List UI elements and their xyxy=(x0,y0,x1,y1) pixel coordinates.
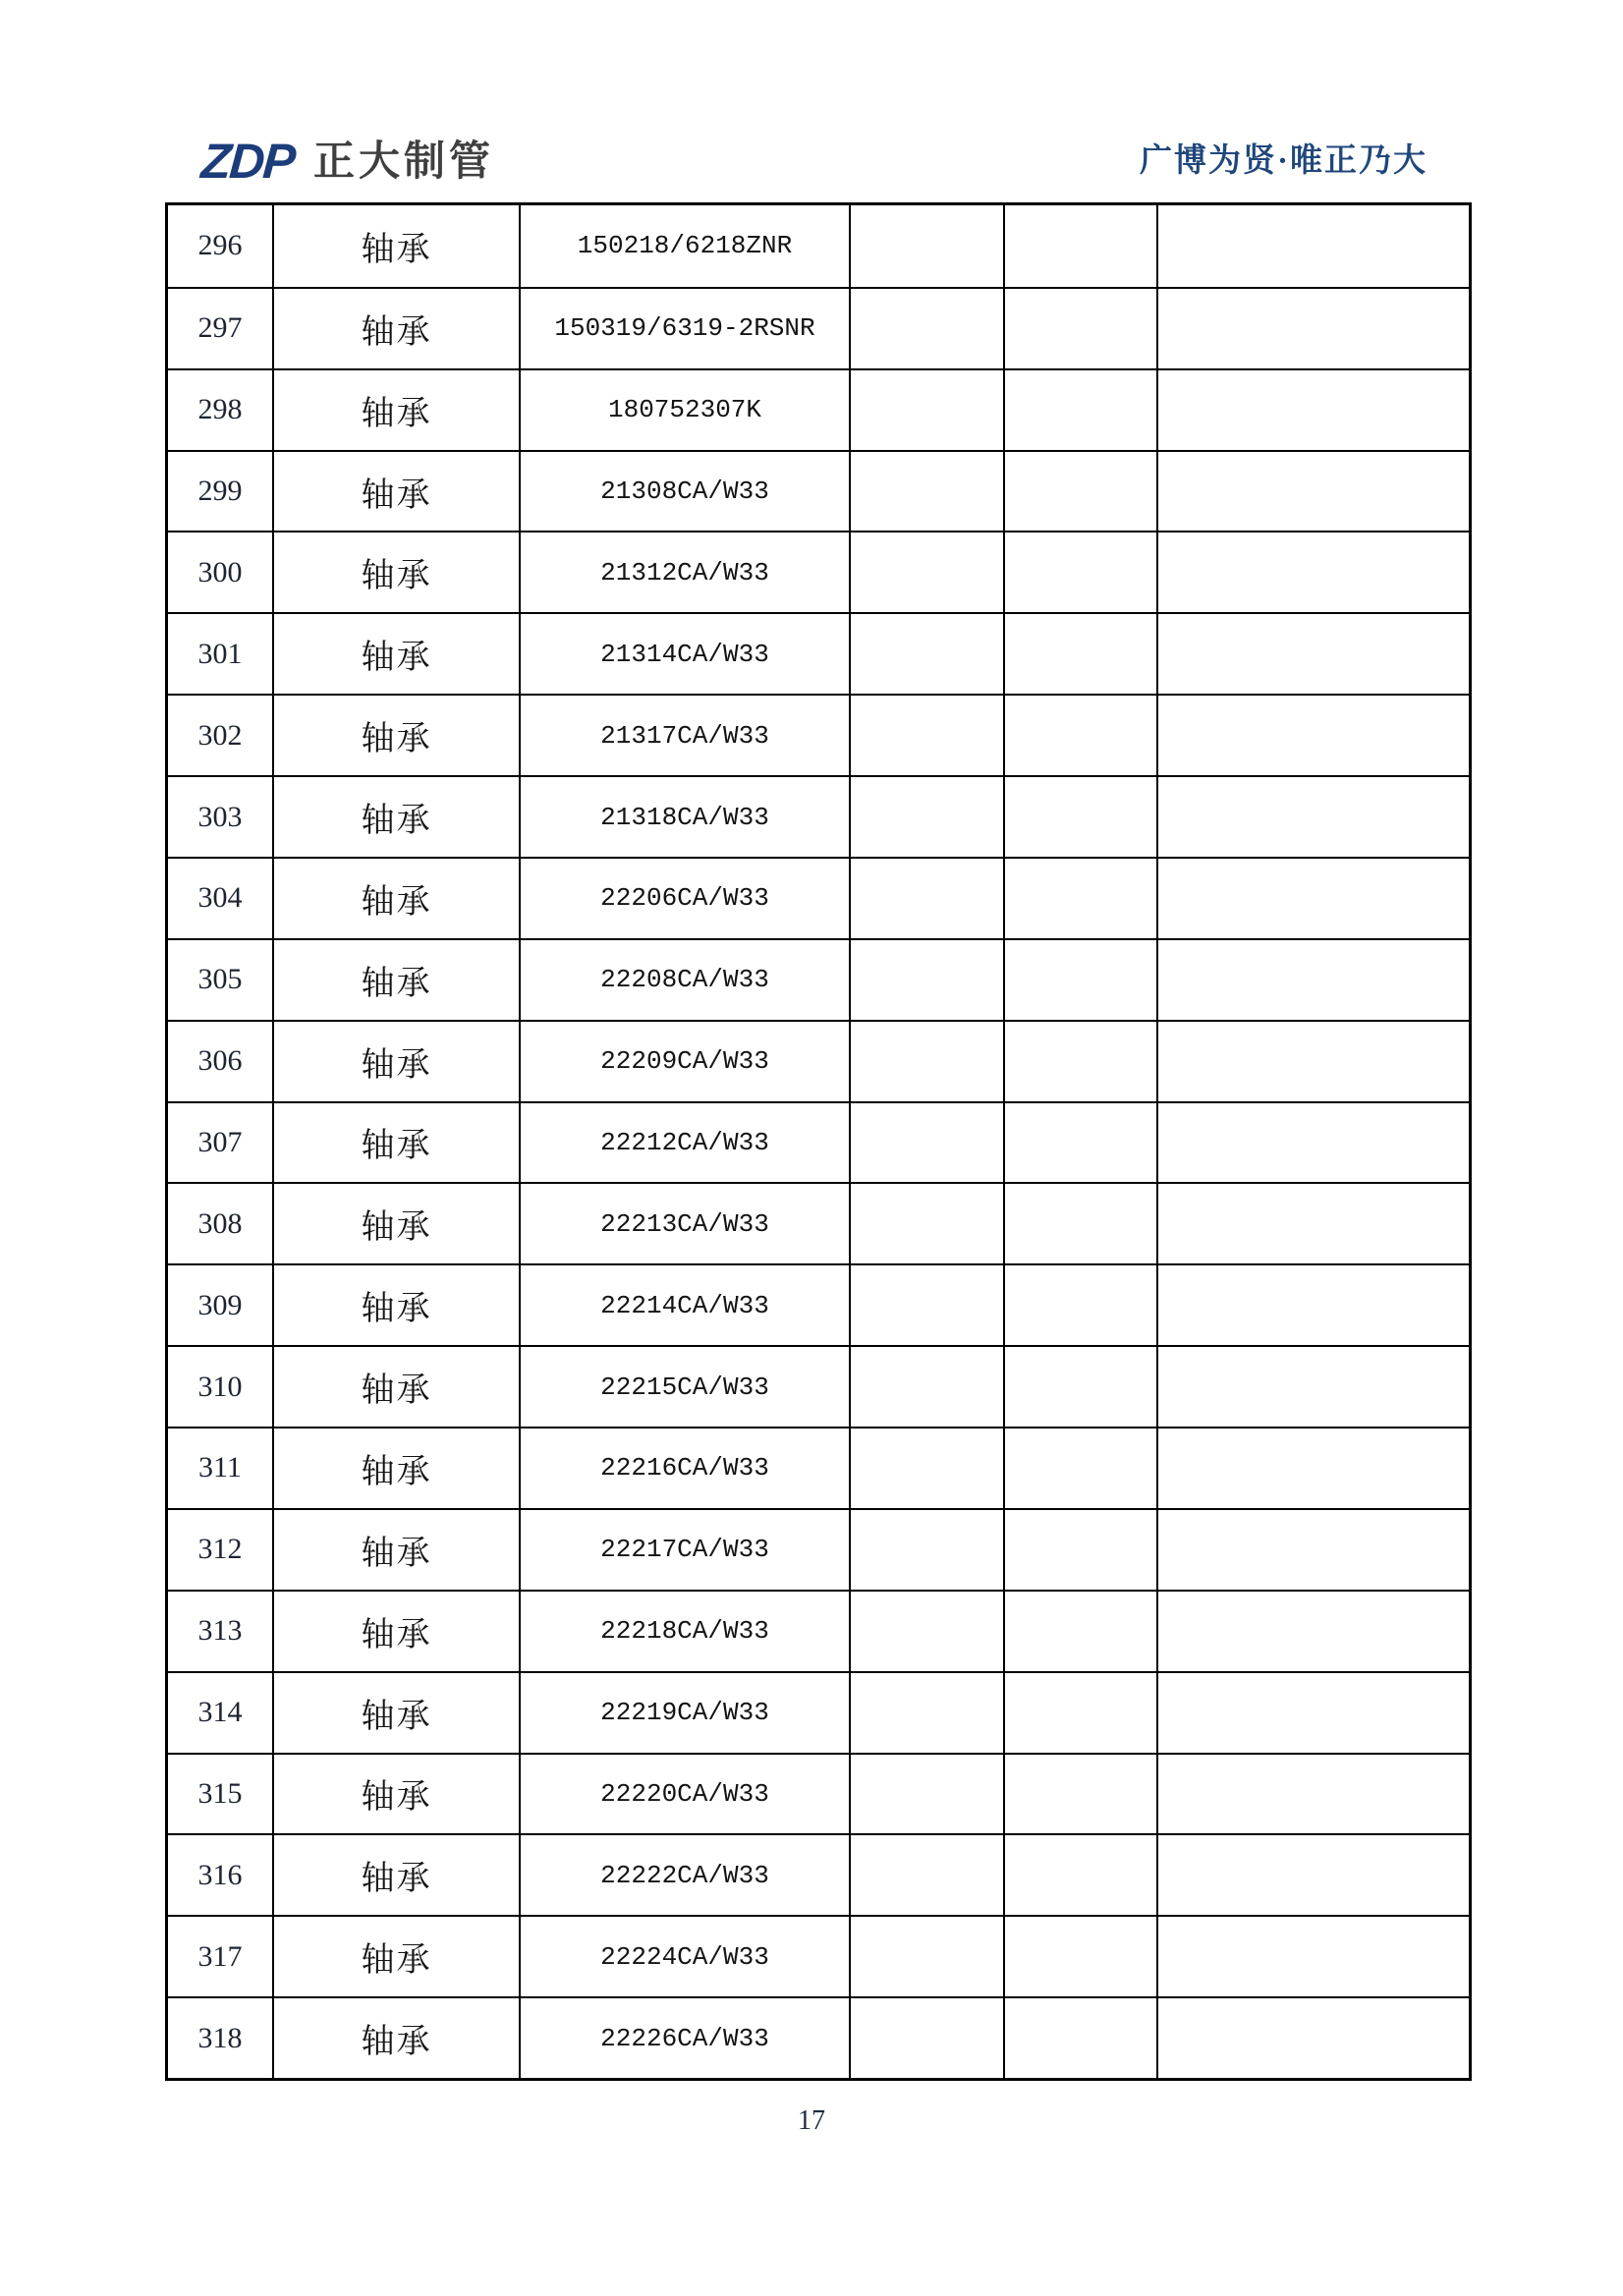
part-spec-cell: 22209CA/W33 xyxy=(519,1022,849,1101)
row-index-cell: 318 xyxy=(197,2021,243,2054)
part-name-cell: 轴承 xyxy=(272,1755,519,1834)
empty-cell-3 xyxy=(1156,1510,1469,1590)
empty-cell-2 xyxy=(1003,1835,1156,1915)
part-spec-cell: 22226CA/W33 xyxy=(519,1998,849,2078)
company-logo xyxy=(201,134,494,189)
part-name-cell: 轴承 xyxy=(272,1510,519,1590)
empty-cell-1 xyxy=(849,1510,1003,1590)
part-name-cell: 轴承 xyxy=(272,1592,519,1671)
empty-cell-2 xyxy=(1003,1347,1156,1427)
part-spec-cell: 21312CA/W33 xyxy=(519,532,849,612)
part-name-cell: 轴承 xyxy=(272,452,519,532)
empty-cell-1 xyxy=(849,859,1003,938)
table-row xyxy=(168,450,1469,532)
part-name-cell: 轴承 xyxy=(272,1347,519,1427)
part-name-cell: 轴承 xyxy=(272,696,519,775)
part-spec-cell: 150319/6319-2RSNR xyxy=(519,289,849,368)
empty-cell-2 xyxy=(1003,452,1156,532)
empty-cell-2 xyxy=(1003,1184,1156,1263)
empty-cell-2 xyxy=(1003,1917,1156,1996)
empty-cell-3 xyxy=(1156,1917,1469,1996)
table-row xyxy=(168,1833,1469,1915)
table-row xyxy=(168,531,1469,612)
empty-cell-3 xyxy=(1156,1265,1469,1345)
empty-cell-1 xyxy=(849,614,1003,694)
part-spec-cell: 21314CA/W33 xyxy=(519,614,849,694)
empty-cell-1 xyxy=(849,940,1003,1020)
empty-cell-3 xyxy=(1156,1998,1469,2078)
table-row xyxy=(168,775,1469,857)
row-index-cell: 314 xyxy=(197,1696,243,1729)
empty-cell-1 xyxy=(849,1428,1003,1508)
empty-cell-1 xyxy=(849,1592,1003,1671)
empty-cell-2 xyxy=(1003,1673,1156,1753)
part-name-cell: 轴承 xyxy=(272,532,519,612)
empty-cell-1 xyxy=(849,205,1003,287)
table-row xyxy=(168,1671,1469,1753)
row-index-cell: 298 xyxy=(197,393,243,426)
empty-cell-2 xyxy=(1003,696,1156,775)
empty-cell-3 xyxy=(1156,859,1469,938)
empty-cell-3 xyxy=(1156,696,1469,775)
empty-cell-2 xyxy=(1003,1998,1156,2078)
row-index-cell: 303 xyxy=(197,800,243,833)
table-row xyxy=(168,938,1469,1020)
empty-cell-3 xyxy=(1156,370,1469,450)
part-name-cell: 轴承 xyxy=(272,777,519,857)
row-index-cell: 302 xyxy=(197,718,243,752)
table-row xyxy=(168,1020,1469,1101)
row-index-cell: 308 xyxy=(197,1206,243,1240)
table-row xyxy=(168,1508,1469,1590)
part-spec-cell: 21318CA/W33 xyxy=(519,777,849,857)
empty-cell-3 xyxy=(1156,1184,1469,1263)
empty-cell-1 xyxy=(849,777,1003,857)
table-row xyxy=(168,1590,1469,1671)
empty-cell-2 xyxy=(1003,614,1156,694)
empty-cell-3 xyxy=(1156,289,1469,368)
part-spec-cell: 22218CA/W33 xyxy=(519,1592,849,1671)
row-index-cell: 310 xyxy=(197,1370,243,1403)
empty-cell-1 xyxy=(849,532,1003,612)
empty-cell-2 xyxy=(1003,1265,1156,1345)
empty-cell-3 xyxy=(1156,614,1469,694)
part-spec-cell: 22222CA/W33 xyxy=(519,1835,849,1915)
table-row xyxy=(168,1996,1469,2078)
empty-cell-1 xyxy=(849,1347,1003,1427)
part-spec-cell: 22214CA/W33 xyxy=(519,1265,849,1345)
row-index-cell: 316 xyxy=(197,1858,243,1891)
empty-cell-3 xyxy=(1156,1347,1469,1427)
row-index-cell: 312 xyxy=(197,1533,243,1566)
table-row xyxy=(168,1427,1469,1508)
part-spec-cell: 21308CA/W33 xyxy=(519,452,849,532)
part-spec-cell: 22219CA/W33 xyxy=(519,1673,849,1753)
empty-cell-2 xyxy=(1003,1510,1156,1590)
empty-cell-2 xyxy=(1003,859,1156,938)
row-index-cell: 311 xyxy=(198,1451,242,1484)
empty-cell-2 xyxy=(1003,940,1156,1020)
part-spec-cell: 22217CA/W33 xyxy=(519,1510,849,1590)
row-index-cell: 307 xyxy=(197,1125,243,1158)
empty-cell-3 xyxy=(1156,1022,1469,1101)
part-name-cell: 轴承 xyxy=(272,1917,519,1996)
part-name-cell: 轴承 xyxy=(272,1673,519,1753)
empty-cell-3 xyxy=(1156,205,1469,287)
part-spec-cell: 22216CA/W33 xyxy=(519,1428,849,1508)
table-row xyxy=(168,368,1469,450)
empty-cell-1 xyxy=(849,1755,1003,1834)
row-index-cell: 315 xyxy=(197,1776,243,1810)
part-spec-cell: 21317CA/W33 xyxy=(519,696,849,775)
row-index-cell: 313 xyxy=(197,1614,243,1648)
row-index-cell: 301 xyxy=(197,637,243,670)
table-row xyxy=(168,205,1469,287)
table-row xyxy=(168,1345,1469,1427)
empty-cell-2 xyxy=(1003,1103,1156,1183)
part-spec-cell: 22208CA/W33 xyxy=(519,940,849,1020)
part-name-cell: 轴承 xyxy=(272,1184,519,1263)
empty-cell-3 xyxy=(1156,452,1469,532)
empty-cell-2 xyxy=(1003,1755,1156,1834)
part-spec-cell: 22213CA/W33 xyxy=(519,1184,849,1263)
table-row xyxy=(168,1263,1469,1345)
part-spec-cell: 22220CA/W33 xyxy=(519,1755,849,1834)
empty-cell-1 xyxy=(849,289,1003,368)
part-name-cell: 轴承 xyxy=(272,1103,519,1183)
company-slogan: 广博为贤·唯正乃大 xyxy=(1139,143,1427,179)
part-name-cell: 轴承 xyxy=(272,1428,519,1508)
row-index-cell: 317 xyxy=(197,1939,243,1973)
empty-cell-1 xyxy=(849,1103,1003,1183)
empty-cell-2 xyxy=(1003,1428,1156,1508)
empty-cell-3 xyxy=(1156,1673,1469,1753)
table-row xyxy=(168,694,1469,775)
empty-cell-2 xyxy=(1003,777,1156,857)
part-name-cell: 轴承 xyxy=(272,289,519,368)
table-row xyxy=(168,1101,1469,1183)
empty-cell-2 xyxy=(1003,532,1156,612)
empty-cell-1 xyxy=(849,1917,1003,1996)
table-row xyxy=(168,1182,1469,1263)
empty-cell-2 xyxy=(1003,370,1156,450)
parts-table xyxy=(165,202,1472,2081)
part-name-cell: 轴承 xyxy=(272,1835,519,1915)
row-index-cell: 309 xyxy=(197,1288,243,1321)
part-name-cell: 轴承 xyxy=(272,1022,519,1101)
empty-cell-1 xyxy=(849,370,1003,450)
row-index-cell: 299 xyxy=(197,475,243,508)
empty-cell-3 xyxy=(1156,1428,1469,1508)
table-row xyxy=(168,612,1469,694)
zdp-logo-text: ZDP xyxy=(199,134,296,189)
part-spec-cell: 150218/6218ZNR xyxy=(519,205,849,287)
empty-cell-1 xyxy=(849,1265,1003,1345)
empty-cell-3 xyxy=(1156,532,1469,612)
part-name-cell: 轴承 xyxy=(272,859,519,938)
part-name-cell: 轴承 xyxy=(272,1998,519,2078)
empty-cell-2 xyxy=(1003,1592,1156,1671)
part-spec-cell: 22206CA/W33 xyxy=(519,859,849,938)
empty-cell-1 xyxy=(849,1184,1003,1263)
empty-cell-1 xyxy=(849,452,1003,532)
table-row xyxy=(168,857,1469,938)
part-name-cell: 轴承 xyxy=(272,1265,519,1345)
empty-cell-3 xyxy=(1156,1103,1469,1183)
part-name-cell: 轴承 xyxy=(272,940,519,1020)
empty-cell-1 xyxy=(849,1673,1003,1753)
empty-cell-3 xyxy=(1156,1592,1469,1671)
part-spec-cell: 22212CA/W33 xyxy=(519,1103,849,1183)
row-index-cell: 304 xyxy=(197,881,243,915)
empty-cell-2 xyxy=(1003,205,1156,287)
empty-cell-1 xyxy=(849,696,1003,775)
part-spec-cell: 180752307K xyxy=(519,370,849,450)
part-name-cell: 轴承 xyxy=(272,205,519,287)
row-index-cell: 296 xyxy=(197,229,243,262)
empty-cell-3 xyxy=(1156,1755,1469,1834)
empty-cell-2 xyxy=(1003,289,1156,368)
part-name-cell: 轴承 xyxy=(272,370,519,450)
empty-cell-1 xyxy=(849,1022,1003,1101)
empty-cell-1 xyxy=(849,1835,1003,1915)
empty-cell-2 xyxy=(1003,1022,1156,1101)
part-spec-cell: 22224CA/W33 xyxy=(519,1917,849,1996)
row-index-cell: 297 xyxy=(197,311,243,345)
empty-cell-3 xyxy=(1156,940,1469,1020)
row-index-cell: 305 xyxy=(197,963,243,996)
row-index-cell: 306 xyxy=(197,1044,243,1078)
part-name-cell: 轴承 xyxy=(272,614,519,694)
empty-cell-1 xyxy=(849,1998,1003,2078)
row-index-cell: 300 xyxy=(197,555,243,588)
empty-cell-3 xyxy=(1156,1835,1469,1915)
company-name: 正大制管 xyxy=(313,138,495,184)
empty-cell-3 xyxy=(1156,777,1469,857)
page-number: 17 xyxy=(798,2105,825,2136)
table-row xyxy=(168,1915,1469,1996)
table-row xyxy=(168,287,1469,368)
table-row xyxy=(168,1753,1469,1834)
part-spec-cell: 22215CA/W33 xyxy=(519,1347,849,1427)
